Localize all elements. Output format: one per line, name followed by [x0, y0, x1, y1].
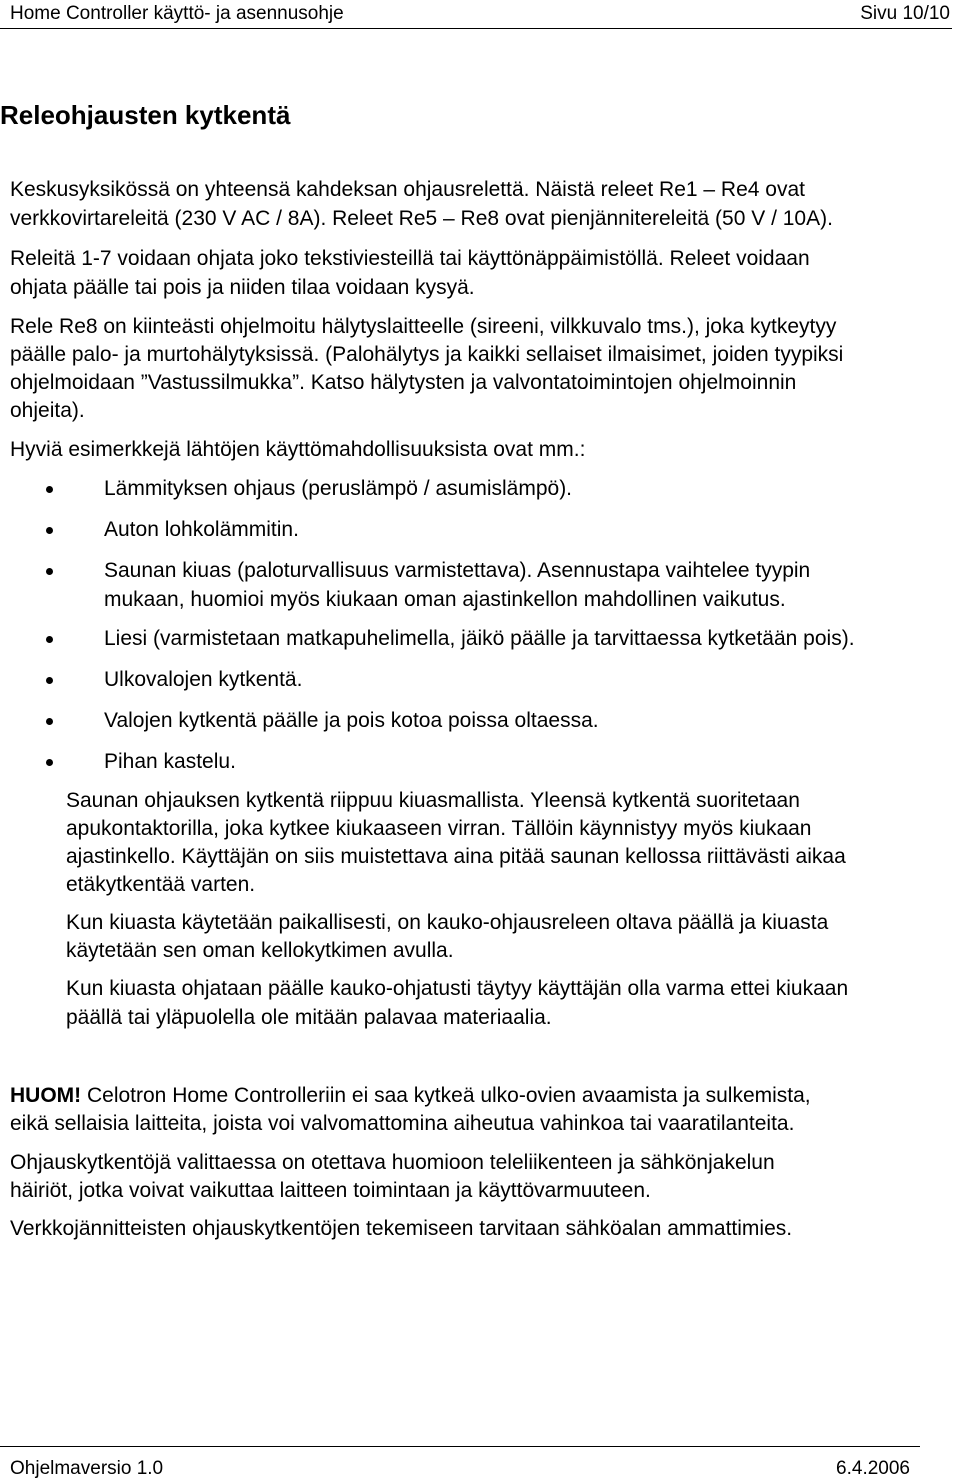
list-item-text: Ulkovalojen kytkentä.: [104, 668, 303, 691]
warning-line: eikä sellaisia laitteita, joista voi valvomattomina aiheutua vahinkoa tai vaaratilanteita.: [10, 1112, 795, 1135]
warning-line: [10, 1081, 811, 1110]
sauna-line: Kun kiuasta ohjataan päälle kauko-ohjatusti täytyy käyttäjän olla varma ettei kiukaan: [66, 977, 849, 1000]
mains-note: Verkkojännitteisten ohjauskytkentöjen tekemiseen tarvitaan sähköalan ammattimies.: [10, 1217, 793, 1240]
sauna-line: etäkytkentää varten.: [66, 873, 256, 896]
re8-line: ohjelmoidaan ”Vastussilmukka”. Katso hälytysten ja valvontatoimintojen ohjelmoinnin: [10, 371, 797, 394]
sauna-line: apukontaktorilla, joka kytkee kiukaaseen virran. Tällöin käynnistyy myös kiukaan: [66, 817, 812, 840]
warning-label: HUOM!: [10, 1084, 82, 1107]
sauna-line: Saunan ohjauksen kytkentä riippuu kiuasmallista. Yleensä kytkentä suoritetaan: [66, 789, 800, 812]
bullet-icon: [46, 636, 53, 643]
re8-line: päälle palo- ja murtohälytyksissä. (Palohälytys ja kaikki sellaiset ilmaisimet, joiden tyypiksi: [10, 343, 844, 366]
document-date: 6.4.2006: [836, 1458, 910, 1479]
page-number: Sivu 10/10: [860, 3, 950, 24]
header-divider: [0, 28, 952, 29]
list-item-text: Lämmityksen ohjaus (peruslämpö / asumislämpö).: [104, 477, 573, 500]
bullet-icon: [46, 568, 53, 575]
footer-divider: [0, 1446, 920, 1447]
list-item-text: Auton lohkolämmitin.: [104, 518, 299, 541]
re8-line: Rele Re8 on kiinteästi ohjelmoitu hälytyslaitteelle (sireeni, vilkkuvalo tms.), joka kytkeytyy: [10, 315, 837, 338]
bullet-icon: [46, 677, 53, 684]
interference-line: Ohjauskytkentöjä valittaessa on otettava huomioon teleliikenteen ja sähkönjakelun: [10, 1151, 775, 1174]
bullet-icon: [46, 527, 53, 534]
sauna-line: ajastinkello. Käyttäjän on siis muistettava aina pitää saunan kellossa riittävästi aikaa: [66, 845, 846, 868]
page-footer: [10, 1458, 910, 1480]
sauna-line: Kun kiuasta käytetään paikallisesti, on kauko-ohjausreleen oltava päällä ja kiuasta: [66, 911, 829, 934]
re8-line: ohjeita).: [10, 399, 85, 422]
sauna-line: päällä tai yläpuolella ole mitään palavaa materiaalia.: [66, 1006, 552, 1029]
page-header: [10, 0, 950, 25]
section-title: Releohjausten kytkentä: [0, 100, 291, 130]
bullet-icon: [46, 759, 53, 766]
warning-text: Celotron Home Controlleriin ei saa kytkeä ulko-ovien avaamista ja sulkemista,: [81, 1084, 811, 1107]
list-item-text: Liesi (varmistetaan matkapuhelimella, jäikö päälle ja tarvittaessa kytketään pois).: [104, 627, 855, 650]
bullet-icon: [46, 718, 53, 725]
list-item-text: Pihan kastelu.: [104, 750, 236, 773]
list-item-text: Valojen kytkentä päälle ja pois kotoa poissa oltaessa.: [104, 709, 599, 732]
bullet-icon: [46, 486, 53, 493]
document-title: Home Controller käyttö- ja asennusohje: [10, 3, 344, 24]
list-item-text: mukaan, huomioi myös kiukaan oman ajastinkellon mahdollinen vaikutus.: [104, 588, 786, 611]
sauna-line: käytetään sen oman kellokytkimen avulla.: [66, 939, 454, 962]
interference-line: häiriöt, jotka voivat vaikuttaa laitteen toimintaan ja käyttövarmuuteen.: [10, 1179, 651, 1202]
intro-line: verkkovirtareleitä (230 V AC / 8A). Releet Re5 – Re8 ovat pienjännitereleitä (50 V / 10A).: [10, 207, 833, 230]
intro-line: Keskusyksikössä on yhteensä kahdeksan ohjausrelettä. Näistä releet Re1 – Re4 ovat: [10, 178, 805, 201]
software-version: Ohjelmaversio 1.0: [10, 1458, 164, 1479]
intro-line: Releitä 1-7 voidaan ohjata joko tekstiviesteillä tai käyttönäppäimistöllä. Releet voidaan: [10, 247, 810, 270]
examples-heading: Hyviä esimerkkejä lähtöjen käyttömahdollisuuksista ovat mm.:: [10, 438, 586, 461]
intro-line: ohjata päälle tai pois ja niiden tilaa voidaan kysyä.: [10, 276, 475, 299]
list-item-text: Saunan kiuas (paloturvallisuus varmistettava). Asennustapa vaihtelee tyypin: [104, 559, 811, 582]
